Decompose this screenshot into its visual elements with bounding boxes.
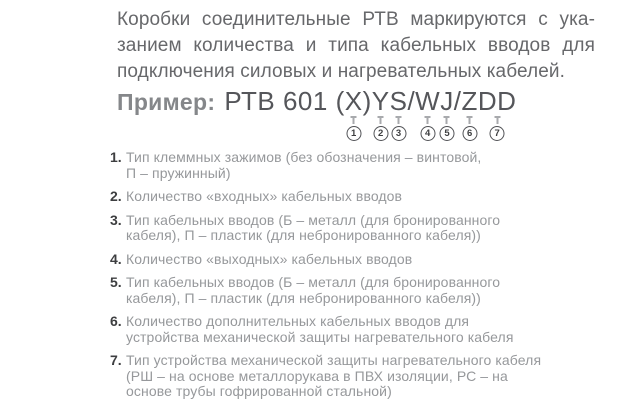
callout-1 <box>346 116 361 141</box>
legend-text-line: Количество «выходных» кабельных вводов <box>126 250 413 267</box>
legend-item-7 <box>110 353 625 400</box>
legend-text-line: Количество дополнительных кабельных вводов для <box>126 313 470 329</box>
intro-line: занием количества и типа кабельных вводов для <box>117 35 595 56</box>
callout-number-4: 4 <box>420 126 435 141</box>
example-label: Пример: <box>117 89 216 115</box>
leader-stem-icon <box>496 118 498 124</box>
callout-number-5: 5 <box>439 126 454 141</box>
legend-item-number: 5. <box>110 274 122 290</box>
leader-stem-icon <box>427 118 429 124</box>
callout-number-1: 1 <box>346 126 361 141</box>
legend-text-line: Тип кабельных вводов (Б – металл (для бронированного <box>126 274 501 290</box>
legend-item-5 <box>110 275 625 306</box>
legend-text-line: Тип кабельных вводов (Б – металл (для бронированного <box>126 211 501 228</box>
code-segment: (X) 1 <box>335 86 372 139</box>
callout-3 <box>391 116 406 141</box>
legend-item-6 <box>110 314 625 345</box>
legend-text-line: Тип клеммных зажимов (без обозначения – винтовой, <box>126 149 482 165</box>
legend-item-1 <box>110 150 625 181</box>
callout-number-7: 7 <box>490 126 505 141</box>
code-segment: S 3 <box>389 86 408 139</box>
legend-text-line: кабеля), П – пластик (для небронированного кабеля)) <box>126 289 481 306</box>
code-segment: / <box>407 86 416 116</box>
code-segment: W 4 <box>415 86 441 139</box>
legend-item-text <box>126 150 481 181</box>
legend-item-number: 3. <box>110 211 122 228</box>
legend-item-text <box>126 353 541 400</box>
marking-example-row <box>117 86 516 146</box>
leader-stem-icon <box>380 118 382 124</box>
leader-stem-icon <box>398 118 400 124</box>
legend-text-line: Тип устройства механической защиты нагревательного кабеля <box>126 352 542 368</box>
legend-list <box>110 150 625 408</box>
code-segment: Y 2 <box>371 86 390 139</box>
callout-number-6: 6 <box>462 126 477 141</box>
legend-item-number: 7. <box>110 352 122 368</box>
legend-text-line: П – пружинный) <box>126 164 231 181</box>
legend-text-line: кабеля), П – пластик (для небронированного кабеля)) <box>126 227 481 243</box>
marking-code <box>224 86 517 139</box>
legend-item-number: 2. <box>110 188 122 204</box>
legend-item-text <box>126 189 402 205</box>
callout-number-2: 2 <box>373 126 388 141</box>
legend-item-text <box>126 213 500 244</box>
legend-text-line: устройства механической защиты нагревательного кабеля <box>126 328 514 345</box>
legend-item-text <box>126 314 514 345</box>
legend-item-number: 4. <box>110 250 122 267</box>
code-segment: РТВ 601 <box>224 86 336 116</box>
intro-line: подключения силовых и нагревательных кабелей. <box>117 61 565 82</box>
callout-2 <box>373 116 388 141</box>
intro-line: Коробки соединительные РТВ маркируются с ука- <box>117 9 595 30</box>
code-segment: DD 7 <box>477 86 517 139</box>
code-segment: J 5 <box>440 86 454 139</box>
legend-item-2 <box>110 189 625 205</box>
leader-stem-icon <box>446 118 448 124</box>
legend-text-line: (РШ – на основе металлорукава в ПВХ изоляции, РС – на <box>126 367 508 384</box>
legend-text-line: основе трубы гофрированной стальной) <box>126 383 392 399</box>
legend-item-text <box>126 275 500 306</box>
legend-text-line: Количество «входных» кабельных вводов <box>126 188 403 204</box>
legend-item-text <box>126 252 412 268</box>
callout-number-3: 3 <box>391 126 406 141</box>
legend-item-4 <box>110 252 625 268</box>
code-segment: / <box>453 86 462 116</box>
legend-item-number: 1. <box>110 149 122 165</box>
code-segment: Z 6 <box>461 86 478 139</box>
leader-stem-icon <box>469 118 471 124</box>
callout-7 <box>490 116 505 141</box>
callout-5 <box>439 116 454 141</box>
legend-item-number: 6. <box>110 313 122 329</box>
callout-6 <box>462 116 477 141</box>
callout-4 <box>420 116 435 141</box>
legend-item-3 <box>110 213 625 244</box>
leader-stem-icon <box>353 118 355 124</box>
intro-paragraph <box>117 7 595 85</box>
